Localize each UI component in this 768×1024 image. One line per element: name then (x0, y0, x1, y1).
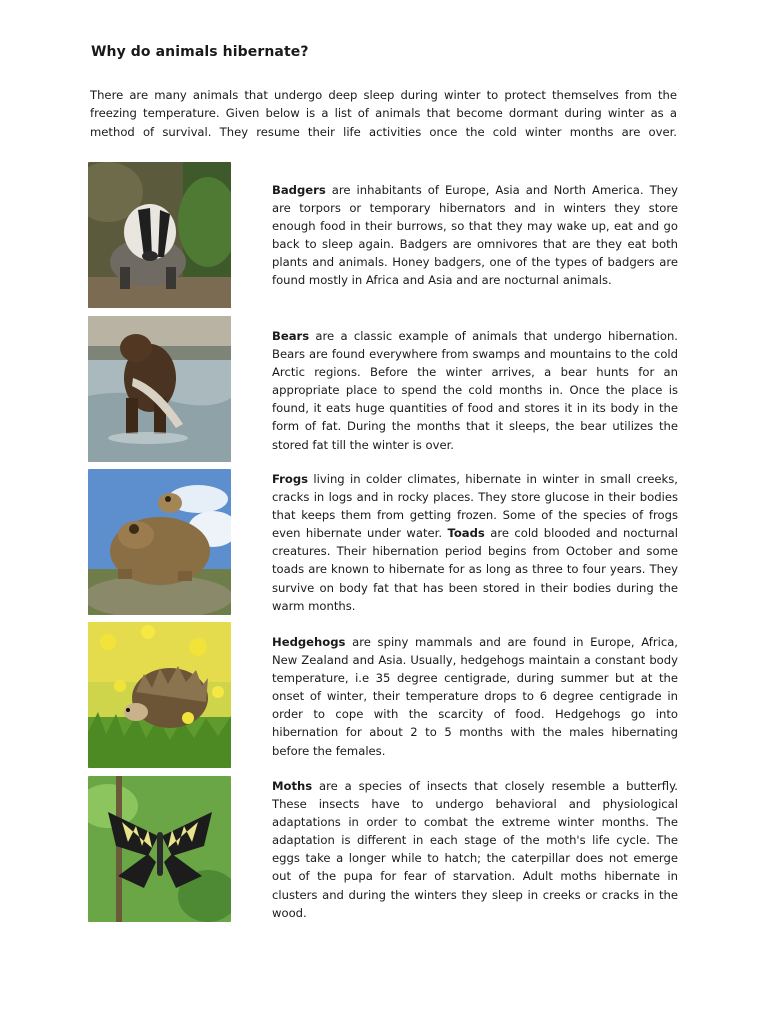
badgers-paragraph (272, 181, 678, 290)
frogs-name: Frogs (272, 472, 309, 486)
frogs-text: living in colder climates, hibernate in winter in small creeks, cracks in logs and in rocky places. They store glucose in their bodies that keeps them from getting frozen. Some of the species of frogs even hibernate under water. (272, 472, 678, 541)
moths-text: are a species of insects that closely resemble a butterfly. These insects have to undergo behavioral and physiological adaptations in order to combat the extreme winter months. The adaptation is different in each stage of the moth's life cycle. The eggs take a longer while to hatch; the caterpillar does not emerge out of the pupa for fear of starvation. Adult moths hibernate in clusters and during the winters they sleep in creeks or cracks in the wood. (272, 779, 678, 920)
toads-text: are cold blooded and nocturnal creatures. Their hibernation period begins from October and some toads are known to hibernate for as long as three to four years. They survive on body fat that has been stored in their bodies during the warm months. (272, 526, 678, 613)
bears-name: Bears (272, 329, 310, 343)
toad-photo (88, 469, 231, 615)
badgers-name: Badgers (272, 183, 326, 197)
badgers-text: are inhabitants of Europe, Asia and North America. They are torpors or temporary hibernators and in winters they store enough food in their burrows, so that they may wake up, eat and go back to sleep again. Badgers are omnivores that are they eat both plants and animals. Honey badgers, one of the types of badgers are found mostly in Africa and Asia and are nocturnal animals. (272, 183, 678, 288)
moths-name: Moths (272, 779, 313, 793)
hedgehogs-paragraph (272, 633, 678, 760)
badger-photo (88, 162, 231, 308)
hedgehog-photo (88, 622, 231, 768)
bears-paragraph (272, 327, 678, 454)
moths-paragraph (272, 777, 678, 922)
page-title: Why do animals hibernate? (91, 44, 309, 60)
moth-photo (88, 776, 231, 922)
bear-photo (88, 316, 231, 462)
hedgehogs-name: Hedgehogs (272, 635, 346, 649)
bears-text: are a classic example of animals that undergo hibernation. Bears are found everywhere from swamps and mountains to the cold Arctic regions. Before the winter arrives, a bear hunts for an appropriate place to spend the cold months in. Once the place is found, it eats huge quantities of food and stores it in its body in the form of fat. During the months that it sleeps, the bear utilizes the stored fat till the winter is over. (272, 329, 678, 452)
intro-paragraph: There are many animals that undergo deep sleep during winter to protect themselves from the freezing temperature. Given below is a list of animals that become dormant during winter as a method of survival. They resume their life activities once the cold winter months are over. (90, 88, 677, 139)
hedgehogs-text: are spiny mammals and are found in Europe, Africa, New Zealand and Asia. Usually, hedgehogs maintain a constant body temperature, i.e 35 degree centigrade, during summer but at the onset of winter, their temperature drops to 6 degree centigrade in order to cope with the scarcity of food. Hedgehogs go into hibernation for about 2 to 5 months with the males hibernating before the females. (272, 635, 678, 758)
toads-name: Toads (447, 526, 485, 541)
frogs-paragraph (272, 470, 678, 615)
